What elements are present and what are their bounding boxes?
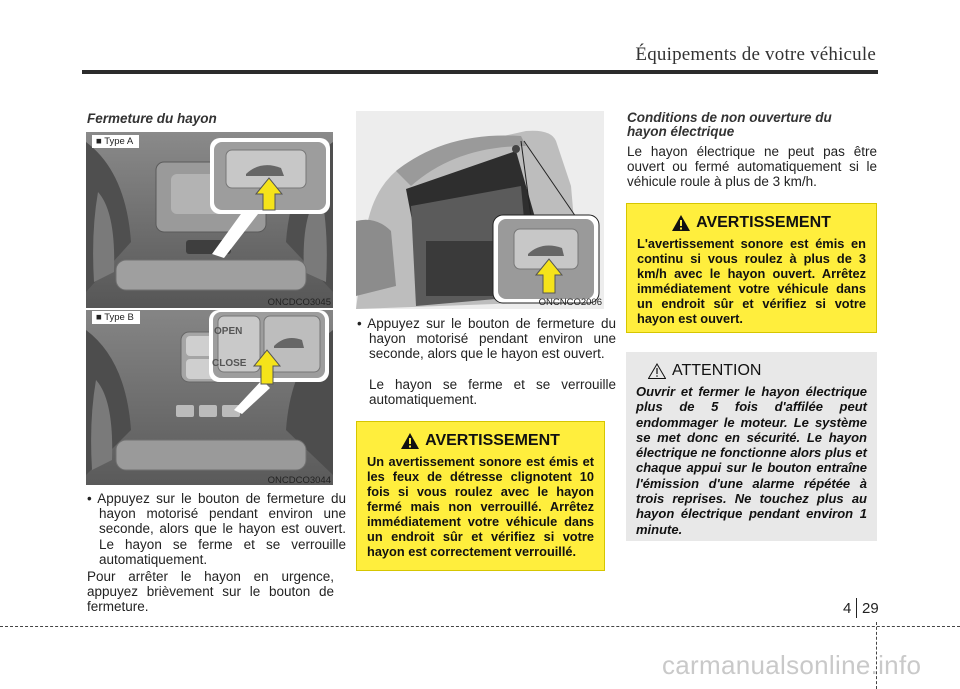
- figure-tailgate-caption: ONCNCO2006: [538, 297, 602, 308]
- footer-dashed-rule: [0, 626, 960, 627]
- caution-triangle-icon: [648, 363, 666, 379]
- middle-bullet-continuation: Le hayon se ferme et se verrouille automatiquement.: [369, 377, 616, 408]
- figure-type-a: [86, 132, 333, 308]
- middle-bullet-instruction: • Appuyez sur le bouton de fermeture du hayon motorisé pendant environ une seconde, alors que le hayon est ouvert.: [357, 316, 616, 362]
- figure-type-b-illustration: [86, 310, 333, 485]
- page-header-title: Équipements de votre véhicule: [635, 44, 876, 65]
- left-bullet-instruction: • Appuyez sur le bouton de fermeture du hayon motorisé pendant environ une seconde, alors que le hayon est ouvert. Le hayon se ferme et se verrouille automatiquement.: [87, 491, 346, 567]
- right-paragraph: Le hayon électrique ne peut pas être ouvert ou fermé automatiquement si le véhicule roule à plus de 3 km/h.: [627, 144, 877, 190]
- warning-title: AVERTISSEMENT: [425, 432, 560, 449]
- chapter-number: 4: [843, 600, 852, 617]
- warning-text-right: L'avertissement sonore est émis en continu si vous roulez à plus de 3 km/h avec le hayon ouvert. Arrêtez immédiatement votre véhicule dans un endroit sûr et vérifiez si votre hayon est ouvert.: [637, 236, 866, 326]
- section-title-line-1: Conditions de non ouverture du: [627, 110, 832, 125]
- left-emergency-paragraph: Pour arrêter le hayon en urgence, appuyez brièvement sur le bouton de fermeture.: [87, 569, 334, 615]
- warning-box-unlocked: [356, 421, 605, 571]
- type-b-label: ■ Type B: [92, 311, 140, 324]
- figure-type-a-illustration: [86, 132, 333, 308]
- close-button-label: CLOSE: [212, 358, 247, 369]
- warning-box-open: [626, 203, 877, 333]
- page-number-divider: [856, 598, 857, 618]
- section-title-line-2: hayon électrique: [627, 124, 735, 139]
- figure-tailgate-illustration: [356, 111, 604, 309]
- warning-header: [367, 432, 594, 450]
- figure-b-caption: ONCDCO3044: [267, 475, 331, 486]
- attention-text: Ouvrir et fermer le hayon électrique plus de 5 fois d'affilée peut endommager le moteur. Le système se met donc en sécurité. Le hayon électrique ne fonctionne alors plus et chaque appui sur le bouton entraîne l'émission d'une alarme répétée à trois reprises. Ne touchez plus au hayon électrique pendant environ 1 minute.: [636, 384, 867, 537]
- header-rule: [82, 70, 878, 74]
- section-title-fermeture: Fermeture du hayon: [87, 111, 217, 126]
- type-a-label: ■ Type A: [92, 135, 139, 148]
- figure-tailgate: [356, 111, 604, 309]
- figure-a-caption: ONCDCO3045: [267, 297, 331, 308]
- warning-header-right: [637, 214, 866, 232]
- warning-text: Un avertissement sonore est émis et les feux de détresse clignotent 10 fois si vous roulez avec le hayon fermé mais non verrouillé. Arrêtez immédiatement votre véhicule dans un endroit sûr et vérifiez si votre hayon est correctement verrouillé.: [367, 454, 594, 559]
- warning-triangle-icon: [672, 215, 690, 231]
- attention-header: [648, 362, 867, 380]
- figure-type-b: [86, 310, 333, 485]
- warning-triangle-icon: [401, 433, 419, 449]
- page-number: 29: [862, 600, 879, 617]
- watermark: carmanualsonline.info: [662, 650, 922, 680]
- section-title-conditions: [627, 111, 877, 139]
- warning-title-right: AVERTISSEMENT: [696, 214, 831, 231]
- attention-box: [626, 352, 877, 541]
- attention-title: ATTENTION: [672, 362, 762, 379]
- open-button-label: OPEN: [214, 326, 243, 337]
